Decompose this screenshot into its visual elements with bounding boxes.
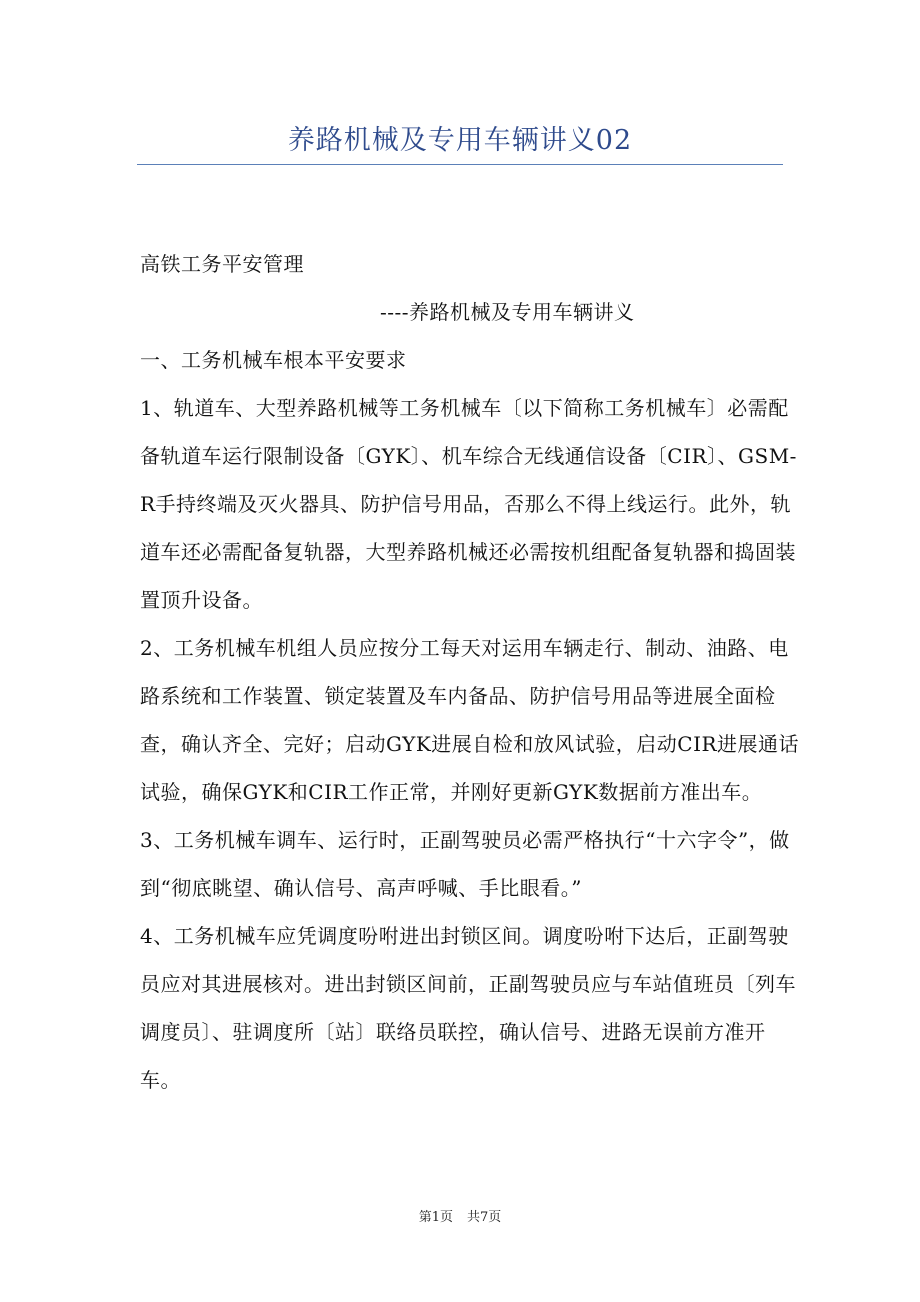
section-heading: 一、工务机械车根本平安要求 [140, 348, 407, 372]
paragraph-3: 3、工务机械车调车、运行时，正副驾驶员必需严格执行“十六字令”，做到“彻底眺望、确认信号、高声呼喊、手比眼看。” [140, 828, 790, 900]
page-number: 第1页 [418, 1210, 453, 1225]
document-heading: 高铁工务平安管理 [140, 252, 304, 276]
paragraph-2: 2、工务机械车机组人员应按分工每天对运用车辆走行、制动、油路、电路系统和工作装置、锁定装置及车内备品、防护信号用品等进展全面检查，确认齐全、完好；启动GYK进展自检和放风试验，启动CIR进展通话试验，确保GYK和CIR工作正常，并刚好更新GYK数据前方准出车。 [140, 636, 800, 804]
document-body [140, 240, 800, 1104]
paragraph-4: 4、工务机械车应凭调度吩咐进出封锁区间。调度吩咐下达后，正副驾驶员应对其进展核对。进出封锁区间前，正副驾驶员应与车站值班员〔列车调度员〕、驻调度所〔站〕联络员联控，确认信号、进路无误前方准开车。 [140, 924, 796, 1092]
page-total: 共7页 [467, 1210, 502, 1225]
document-subtitle: ----养路机械及专用车辆讲义 [380, 300, 635, 324]
paragraph-1: 1、轨道车、大型养路机械等工务机械车〔以下简称工务机械车〕必需配备轨道车运行限制设备〔GYK〕、机车综合无线通信设备〔CIR〕、GSM-R手持终端及灭火器具、防护信号用品，否那么不得上线运行。此外，轨道车还必需配备复轨器，大型养路机械还必需按机组配备复轨器和捣固装置顶升设备。 [140, 396, 797, 612]
page-footer [0, 1206, 920, 1225]
title-underline [137, 164, 783, 165]
document-title: 养路机械及专用车辆讲义02 [287, 125, 633, 156]
